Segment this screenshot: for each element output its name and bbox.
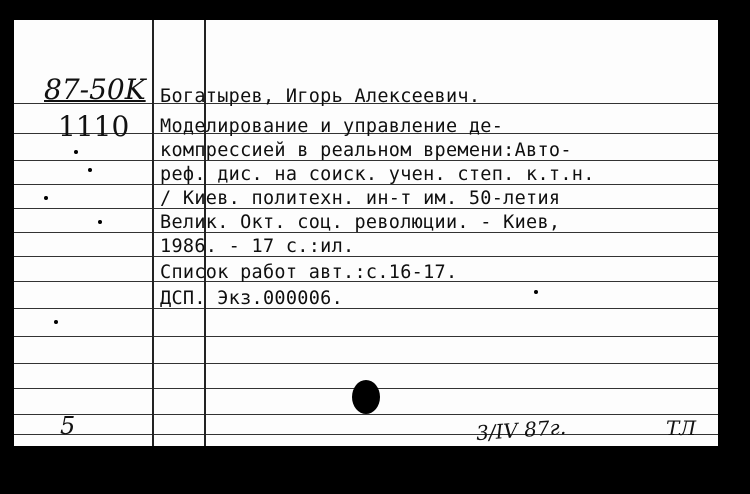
entry-line: компрессией в реальном времени:Авто- [160, 140, 572, 161]
entry-line: Велик. Окт. соц. революции. - Киев, [160, 212, 561, 233]
ink-speck [98, 220, 102, 224]
left-margin-line [152, 20, 154, 446]
entry-line: реф. дис. на соиск. учен. степ. к.т.н. [160, 164, 595, 185]
entry-line: 1986. - 17 с.:ил. [160, 236, 355, 257]
card-rule [14, 256, 718, 257]
card-rule [14, 308, 718, 309]
card-rule [14, 363, 718, 364]
ink-speck [54, 320, 58, 324]
inventory-number: 1110 [58, 110, 130, 143]
page-mark: 5 [60, 412, 76, 440]
entry-line: ДСП. Экз.000006. [160, 288, 344, 309]
ink-speck [534, 290, 538, 294]
ink-speck [74, 150, 78, 154]
librarian-initials: ТЛ [666, 416, 697, 440]
inner-margin-line [204, 20, 206, 446]
author-heading: Богатырев, Игорь Алексеевич. [160, 86, 481, 107]
entry-line: Моделирование и управление де- [160, 116, 504, 137]
card-rule [14, 434, 718, 435]
date-signature: 3/IV 87г. [475, 414, 567, 446]
punch-hole [352, 380, 380, 414]
entry-line: Список работ авт.:с.16-17. [160, 262, 458, 283]
shelf-mark: 87-50K [44, 73, 146, 106]
entry-line: / Киев. политехн. ин-т им. 50-летия [160, 188, 561, 209]
ink-speck [88, 168, 92, 172]
ink-speck [44, 196, 48, 200]
catalog-card [14, 20, 718, 446]
card-rule [14, 414, 718, 415]
card-rule [14, 336, 718, 337]
